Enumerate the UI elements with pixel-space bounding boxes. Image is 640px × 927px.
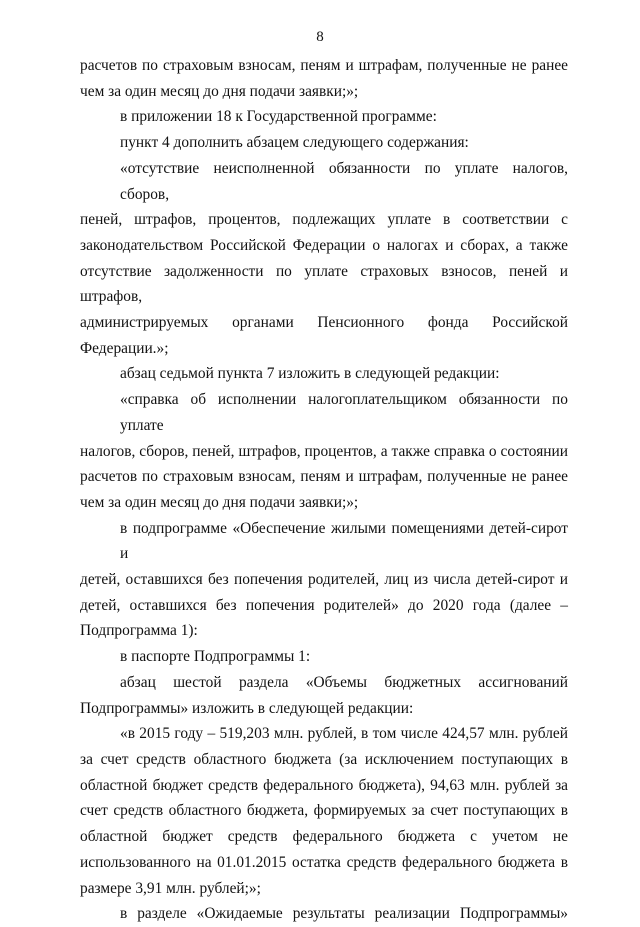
text-line: абзац шестой раздела «Объемы бюджетных ассигнований [120,673,568,691]
text-line: в подпрограмме «Обеспечение жилыми помещениями детей-сирот и [120,519,568,563]
text-line: «справка об исполнении налогоплательщиком обязанности по уплате [120,391,568,434]
text-line: детей, оставшихся без попечения родителей» до 2020 года (далее – [80,596,568,614]
text-line: областной бюджет средств федерального бюджета), 94,63 млн. рублей за [80,776,568,794]
text-line: законодательством Российской Федерации о налогах и сборах, а также [80,236,568,254]
text-line: в паспорте Подпрограммы 1: [120,648,311,666]
text-line: «в 2015 году – 519,203 млн. рублей, в том числе 424,57 млн. рублей [120,725,568,743]
text-line: за счет средств областного бюджета (за исключением поступающих в [80,750,568,768]
text-line: счет средств областного бюджета, формируемых за счет поступающих в [80,802,568,820]
text-line: расчетов по страховым взносам, пеням и штрафам, полученные не ранее [80,57,568,74]
text-line: чем за один месяц до дня подачи заявки;»; [80,493,359,511]
text-line: областной бюджет средств федерального бюджета с учетом не [80,828,568,846]
text-line: Федерации.»; [80,339,169,357]
text-line: абзац седьмой пункта 7 изложить в следующей редакции: [120,365,500,383]
document-body [80,53,568,927]
text-line: в разделе «Ожидаемые результаты реализации Подпрограммы» [120,905,568,923]
text-line: налогов, сборов, пеней, штрафов, процентов, а также справка о состоянии [80,442,568,460]
text-line: «отсутствие неисполненной обязанности по уплате налогов, сборов, [120,159,568,203]
text-line: чем за один месяц до дня подачи заявки;»; [80,82,359,100]
text-line: отсутствие задолженности по уплате страховых взносов, пеней и штрафов, [80,262,568,306]
text-line: Подпрограммы» изложить в следующей редакции: [80,699,414,717]
text-line: в приложении 18 к Государственной программе: [120,108,437,126]
text-line: пункт 4 дополнить абзацем следующего содержания: [120,134,469,152]
text-line: пеней, штрафов, процентов, подлежащих уплате в соответствии с [80,211,568,229]
text-line: администрируемых органами Пенсионного фонда Российской [80,314,568,332]
text-line: размере 3,91 млн. рублей;»; [80,879,261,897]
text-line: Подпрограмма 1): [80,622,198,640]
text-line: расчетов по страховым взносам, пеням и штрафам, полученные не ранее [80,468,568,486]
text-line: использованного на 01.01.2015 остатка средств федерального бюджета в [80,853,568,871]
text-line: детей, оставшихся без попечения родителей, лиц из числа детей-сирот и [80,571,568,589]
page-number: 8 [316,29,324,45]
